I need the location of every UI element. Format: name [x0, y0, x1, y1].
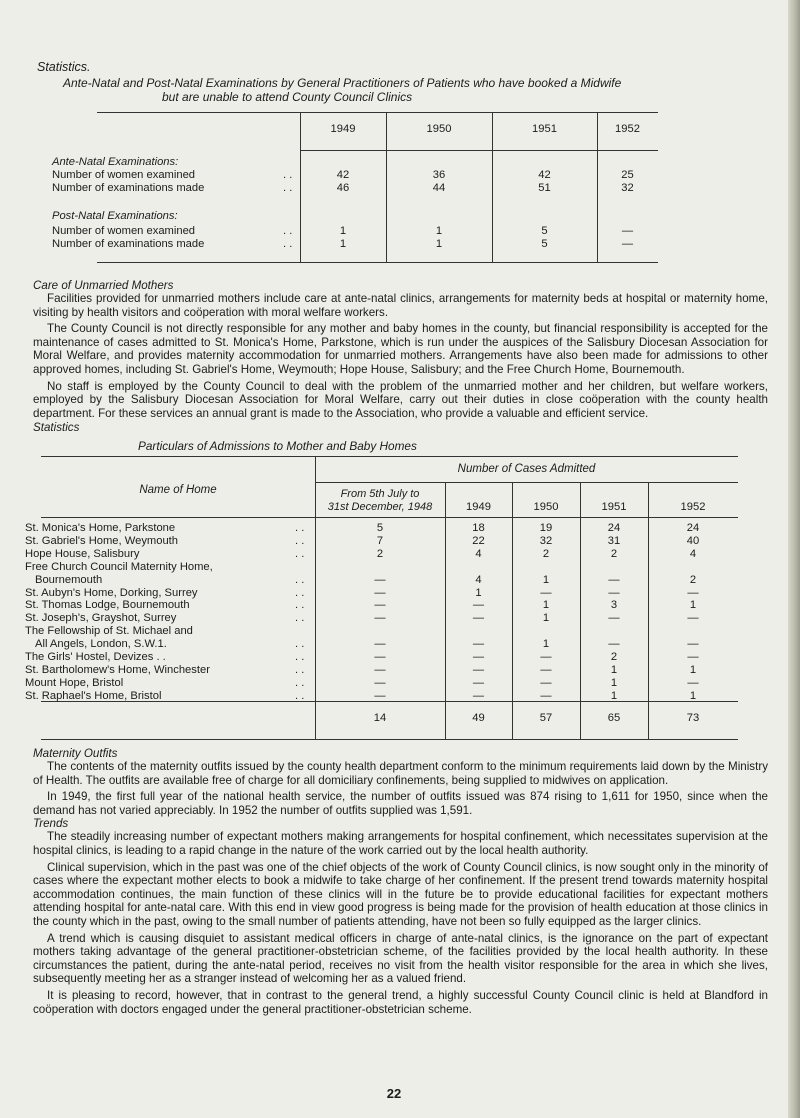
- table2-cell: 1: [610, 663, 618, 676]
- paragraph: The steadily increasing number of expectant mothers making arrangements for hospital confinement, which necessitates supervision at the hospital clinics, is leading to a rapid change in the nature of the work carried out by the local health authority.: [33, 830, 768, 857]
- leader-dots: . .: [295, 573, 305, 586]
- table2-col-from-line1: From 5th July to: [340, 488, 420, 500]
- leader-dots: . .: [295, 651, 305, 663]
- table2-cell: 18: [472, 522, 485, 534]
- table2-cell: —: [472, 599, 485, 612]
- table2-total: 57: [539, 712, 553, 724]
- table2-col-1952: 1952: [680, 501, 706, 513]
- table1-row-label: Number of women examined: [52, 225, 196, 237]
- section-heading: Maternity Outfits: [33, 747, 118, 760]
- table2-cell: —: [374, 663, 386, 676]
- table2-cell: —: [687, 651, 699, 663]
- table2-home-name: [25, 535, 178, 548]
- table1-cell: 36: [432, 169, 446, 181]
- table2-total: 73: [686, 712, 700, 724]
- page-edge: [788, 0, 800, 1118]
- table2-home-name-line: St. Monica's Home, Parkstone: [25, 522, 176, 534]
- table2-cell: 24: [686, 522, 700, 534]
- table1-cell: 42: [538, 169, 551, 181]
- table1-col-1949: 1949: [330, 123, 356, 135]
- table2-cell: 7: [376, 534, 384, 547]
- leader-dots: . .: [295, 676, 305, 689]
- table2-total: 14: [373, 712, 387, 724]
- table2-title: Particulars of Admissions to Mother and Baby Homes: [138, 439, 417, 453]
- table2-cell: 31: [607, 534, 621, 547]
- table2-home-name: [25, 587, 198, 600]
- table2-home-name: [25, 548, 139, 561]
- table2-home-name-line: Bournemouth: [35, 573, 103, 586]
- table2-home-name-line: All Angels, London, S.W.1.: [35, 638, 167, 651]
- leader-dots: . .: [283, 238, 293, 250]
- page-number: 22: [386, 1086, 402, 1101]
- table2-cell: —: [472, 651, 485, 663]
- table2-home-name: [25, 651, 166, 664]
- table1-title: [63, 76, 763, 104]
- table2-cell: —: [374, 676, 386, 689]
- table2-cell: 1: [475, 586, 482, 599]
- leader-dots: . .: [295, 547, 305, 560]
- table1-cell: 32: [621, 182, 634, 194]
- table2-col-1949: 1949: [466, 501, 491, 513]
- table2-cell: —: [374, 612, 386, 625]
- table2-home-name: [25, 612, 176, 625]
- table2-cell: —: [472, 612, 485, 625]
- table2-home-name-line: St. Bartholomew's Home, Winchester: [25, 663, 210, 676]
- table2-home-name-line: St. Joseph's, Grayshot, Surrey: [25, 612, 177, 625]
- table1-cell: —: [621, 225, 634, 237]
- table2-cell: —: [608, 586, 620, 599]
- table2-home-name-line: The Girls' Hostel, Devizes . .: [25, 651, 166, 663]
- statistics-heading: Statistics: [33, 421, 80, 434]
- table1-col-1952: 1952: [615, 123, 640, 135]
- table1-cell: 1: [435, 225, 443, 237]
- table2-cell: 1: [689, 663, 697, 676]
- table1-cell: 5: [541, 238, 548, 250]
- table2-cell: 1: [689, 689, 697, 702]
- paragraph: Clinical supervision, which in the past was one of the chief objects of the work of County Council clinics, is now sought only in the minority of cases where the expectant mother elects to book a midwife to take charge of her confinement. If the present trend towards maternity hospital accommodation continues, the main function of these clinics will in the future be to provide educational facilities for expectant mothers attending hospital for ante-natal care. With this end in view good progress is being made for the provision of health education at those clinics in the county which in the past, owing to the small number of patients attending, have not been so fully equipped as the larger clinics.: [33, 860, 768, 928]
- table1-row-label: Number of examinations made: [52, 238, 205, 250]
- table2-home-name: [25, 690, 161, 703]
- table2-cell: 2: [689, 573, 697, 586]
- table2-cell: —: [374, 586, 386, 599]
- table2-cell: 2: [610, 547, 618, 560]
- table2-cell: 1: [542, 599, 550, 612]
- table2-cell: —: [472, 689, 485, 702]
- page-header: Statistics.: [37, 60, 91, 74]
- table2-home-name-line: St. Gabriel's Home, Weymouth: [25, 534, 179, 547]
- table2-cell: 1: [542, 612, 550, 625]
- table1-row-label: Number of examinations made: [52, 182, 205, 194]
- table2-cell: 19: [539, 522, 553, 534]
- table2-cell: —: [608, 612, 620, 625]
- table2-cell: 2: [610, 651, 618, 663]
- table2-total: 65: [607, 712, 621, 724]
- table2-cell: 1: [542, 573, 550, 586]
- table2-cell: 5: [376, 522, 384, 534]
- table2-cell: 2: [376, 547, 384, 560]
- table2-cell: 24: [607, 522, 621, 534]
- table2-cell: —: [472, 663, 485, 676]
- table2-cell: —: [540, 689, 552, 702]
- table2-cell: 22: [472, 534, 485, 547]
- table2-cell: 1: [610, 689, 618, 702]
- table2-home-name: [25, 561, 213, 587]
- table1-cell: 44: [432, 182, 446, 194]
- paragraph: A trend which is causing disquiet to assistant medical officers in charge of ante-natal clinics, is the ignorance on the part of expectant mothers taking advantage of the general practitioner-obstetrician scheme, of the facilities provided by the local health authority. In these circumstances the patient, during the ante-natal period, receives no visit from the health visitor responsible for the area in which she lives, subsequently meeting her as a stranger instead of welcoming her as a valued friend.: [33, 931, 768, 986]
- leader-dots: . .: [295, 534, 305, 547]
- table2-cell: 4: [689, 547, 697, 560]
- table2-cell: —: [687, 586, 699, 599]
- table1-cell: 1: [435, 238, 443, 250]
- paragraph: It is pleasing to record, however, that in contrast to the general trend, a highly successful County Council clinic is held at Blandford in coöperation with doctors engaged under the general practitioner-obstetrician scheme.: [33, 988, 768, 1016]
- table2-home-name: [25, 664, 210, 677]
- table1-cell: 46: [336, 182, 350, 194]
- table1-cell: —: [621, 238, 634, 250]
- leader-dots: . .: [295, 586, 305, 599]
- table1-title-line2: but are unable to attend County Council Clinics: [162, 90, 413, 104]
- table2-home-name: [25, 522, 175, 535]
- table2-cell: 1: [610, 676, 618, 689]
- table2-total: 49: [472, 712, 485, 724]
- table2-cell: —: [374, 638, 386, 651]
- leader-dots: . .: [295, 663, 305, 676]
- table2-cell: 1: [689, 599, 697, 612]
- table2-cell: —: [374, 599, 386, 612]
- table2-home-name-line: Free Church Council Maternity Home,: [25, 560, 213, 573]
- table2-col-1951: 1951: [601, 501, 627, 513]
- table2-cell: —: [687, 676, 699, 689]
- table2-cell: 4: [475, 573, 482, 586]
- paragraph: The County Council is not directly responsible for any mother and baby homes in the county, but financial responsibility is accepted for the maintenance of cases admitted to St. Monica's Home, Parkstone, which is run under the auspices of the Salisbury Diocesan Association for Moral Welfare, and provides maternity accommodation for unmarried mothers. Arrangements have also been made for admissions to other approved homes, including St. Gabriel's Home, Weymouth; Hope House, Salisbury; and the Free Church Home, Bournemouth.: [33, 322, 768, 376]
- leader-dots: . .: [295, 599, 305, 612]
- table2-home-name: [25, 599, 190, 612]
- table2-home-name: [25, 625, 193, 651]
- table1-col-1951: 1951: [532, 123, 557, 135]
- table1-section-ante: Ante-Natal Examinations:: [52, 156, 179, 168]
- table2-cell: —: [608, 573, 620, 586]
- table1-section-post: Post-Natal Examinations:: [52, 210, 178, 222]
- table2-home-name-line: The Fellowship of St. Michael and: [25, 625, 193, 638]
- admissions-table: [25, 456, 738, 739]
- table2-cell: —: [472, 676, 485, 689]
- table2-cell: —: [608, 638, 620, 651]
- table2-home-name-line: St. Thomas Lodge, Bournemouth: [25, 599, 190, 612]
- table2-cell: —: [540, 651, 552, 663]
- leader-dots: . .: [283, 169, 293, 181]
- leader-dots: . .: [295, 689, 305, 702]
- table2-cell: —: [374, 573, 386, 586]
- table2-cell: 2: [542, 547, 550, 560]
- table2-cell: 4: [475, 547, 482, 560]
- table1-col-1950: 1950: [426, 123, 452, 135]
- table2-cell: —: [374, 651, 386, 663]
- table2-cell: 40: [686, 534, 700, 547]
- paragraph: Facilities provided for unmarried mothers include care at ante-natal clinics, arrangements for maternity beds at hospital or maternity home, visiting by health visitors and coöperation with moral welfare workers.: [33, 292, 768, 319]
- table2-name-header: Name of Home: [139, 484, 217, 496]
- paragraph: No staff is employed by the County Council to deal with the problem of the unmarried mother and her children, but welfare workers, employed by the Salisbury Diocesan Association for Moral Welfare, carry out their duties in close coöperation with the county health department. For these services an annual grant is made to the Association, who provide a valuable and efficient service.: [33, 379, 768, 420]
- table2-cell: 32: [539, 534, 553, 547]
- table2-group-header: Number of Cases Admitted: [457, 463, 596, 475]
- maternity-outfits-section: [33, 747, 768, 1016]
- section-heading: Care of Unmarried Mothers: [33, 279, 174, 292]
- table2-home-name-line: Mount Hope, Bristol: [25, 676, 124, 689]
- table1-cell: 51: [538, 182, 551, 194]
- table2-cell: —: [374, 689, 386, 702]
- table2-cell: 1: [542, 638, 550, 651]
- paragraph: In 1949, the first full year of the national health service, the number of outfits issued was 874 rising to 1,611 for 1950, since when the demand has not varied appreciably. In 1952 the number of outfits supplied was 1,591.: [33, 790, 768, 817]
- table2-cell: —: [540, 663, 552, 676]
- table2-home-name-line: St. Raphael's Home, Bristol: [25, 689, 162, 702]
- table2-cell: —: [472, 638, 485, 651]
- leader-dots: . .: [283, 182, 293, 194]
- table1-cell: 5: [541, 225, 548, 237]
- table2-home-name-line: Hope House, Salisbury: [25, 547, 140, 560]
- table1-cell: 1: [339, 225, 347, 237]
- paragraph: The contents of the maternity outfits issued by the county health department conform to the minimum requirements laid down by the Ministry of Health. The outfits are available free of charge for all domiciliary confinements, being supplied to midwives on application.: [33, 760, 768, 787]
- leader-dots: . .: [295, 638, 305, 651]
- table1-row-label: Number of women examined: [52, 169, 196, 181]
- table1-cell: 42: [336, 169, 350, 181]
- table2-home-name: [25, 677, 123, 690]
- unmarried-mothers-section: [33, 279, 768, 420]
- table1-cell: 25: [621, 169, 634, 181]
- table2-col-from: [315, 488, 445, 513]
- table2-col-from-line2: 31st December, 1948: [327, 500, 433, 513]
- table2-home-name-line: St. Aubyn's Home, Dorking, Surrey: [25, 586, 198, 599]
- table2-cell: —: [687, 612, 699, 625]
- leader-dots: . .: [295, 522, 305, 534]
- leader-dots: . .: [295, 612, 305, 625]
- table2-col-1950: 1950: [533, 501, 559, 513]
- table2-cell: 3: [610, 599, 618, 612]
- table2-cell: —: [687, 638, 699, 651]
- table2-cell: —: [540, 586, 552, 599]
- table1-cell: 1: [339, 238, 347, 250]
- table2-cell: —: [540, 676, 552, 689]
- table1-title-line1: Ante-Natal and Post-Natal Examinations by General Practitioners of Patients who have booked a Midwife: [63, 76, 622, 90]
- leader-dots: . .: [283, 225, 293, 237]
- section-heading: Trends: [33, 817, 69, 831]
